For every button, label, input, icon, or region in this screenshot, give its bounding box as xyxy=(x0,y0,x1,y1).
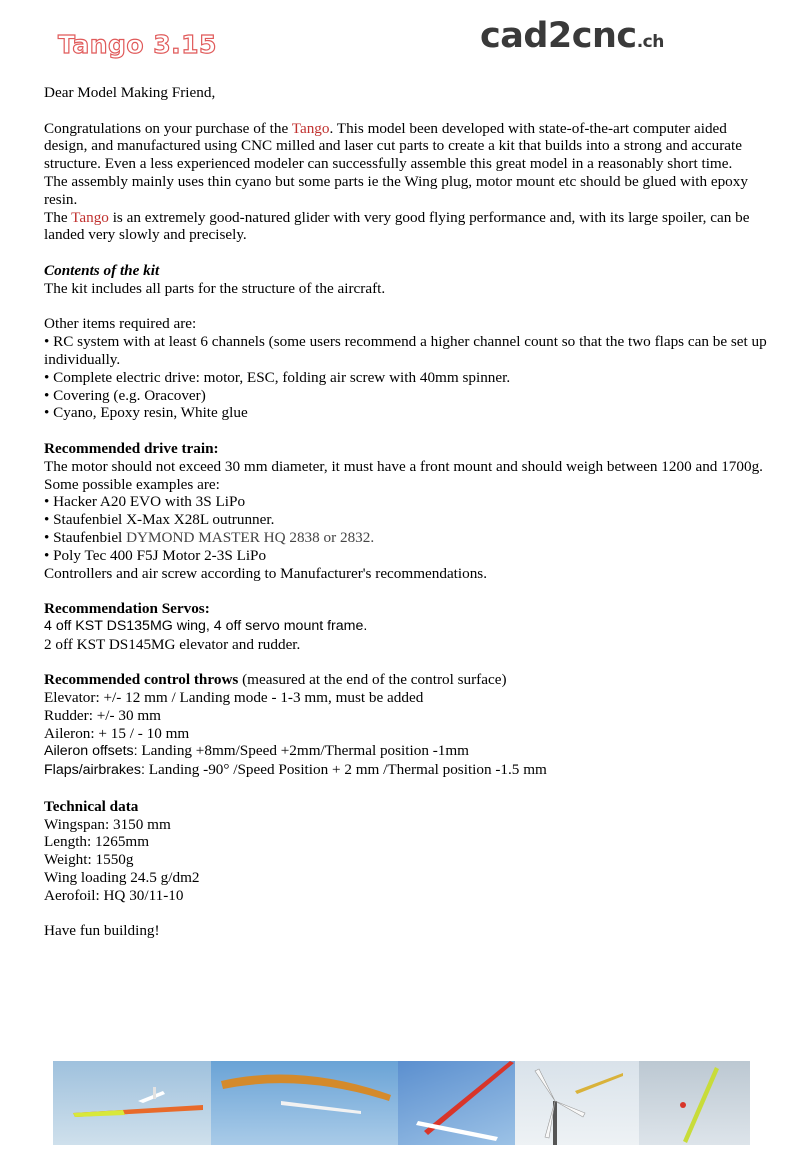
drive-line-1: The motor should not exceed 30 mm diameter, it must have a front mount and should weigh between 1200 and 1700g. xyxy=(44,457,763,475)
glider-photo-1 xyxy=(53,1061,211,1145)
glider-photo-5 xyxy=(639,1061,750,1145)
list-item: • Covering (e.g. Oracover) xyxy=(44,386,206,404)
servos-line-2: 2 off KST DS145MG elevator and rudder. xyxy=(44,635,301,653)
photo-strip xyxy=(53,1061,750,1145)
tango-highlight: Tango xyxy=(291,119,330,137)
logo-main-text: cad2cnc xyxy=(480,16,637,56)
list-item: • Staufenbiel DYMOND MASTER HQ 2838 or 2832. xyxy=(44,528,375,546)
throws-rudder: Rudder: +/- 30 mm xyxy=(44,706,161,724)
intro-paragraph-1 xyxy=(44,120,774,173)
servos-line-1: 4 off KST DS135MG wing, 4 off servo mount frame. xyxy=(44,617,368,634)
technical-heading: Technical data xyxy=(44,797,139,815)
document-body xyxy=(44,84,774,940)
wind-turbine-photo xyxy=(515,1061,639,1145)
throws-elevator: Elevator: +/- 12 mm / Landing mode - 1-3 mm, must be added xyxy=(44,689,424,707)
tech-wing-loading: Wing loading 24.5 g/dm2 xyxy=(44,869,200,887)
tech-aerofoil: Aerofoil: HQ 30/11-10 xyxy=(44,886,184,904)
contents-heading: Contents of the kit xyxy=(44,261,160,279)
list-item: • Complete electric drive: motor, ESC, folding air screw with 40mm spinner. xyxy=(44,368,511,386)
throws-aileron-offsets: Aileron offsets: Landing +8mm/Speed +2mm/Thermal position -1mm xyxy=(44,742,469,760)
drive-line-3: Controllers and air screw according to Manufacturer's recommendations. xyxy=(44,564,488,582)
brand-logo xyxy=(480,16,664,56)
page-title: Tango 3.15 xyxy=(58,30,217,59)
intro-p1-end: . This model been developed with state-of-the-art computer aided design, and manufactured using CNC milled and laser cut parts to create a kit that builds into a strong and accurate structure. Even a less experienced modeler can successfully assemble this great model in a reasonably short time. xyxy=(44,119,742,173)
greeting: Dear Model Making Friend, xyxy=(44,84,216,101)
closing-line: Have fun building! xyxy=(44,922,160,940)
throws-aileron: Aileron: + 15 / - 10 mm xyxy=(44,724,190,742)
tech-length: Length: 1265mm xyxy=(44,833,150,851)
intro-p3-start: The xyxy=(44,208,72,226)
list-item: • RC system with at least 6 channels (some users recommend a higher channel count so that the two flaps can be set up individually. xyxy=(44,333,767,368)
drive-line-2: Some possible examples are: xyxy=(44,475,220,493)
intro-paragraph-3 xyxy=(44,209,774,245)
glider-photo-3 xyxy=(398,1061,515,1145)
tech-weight: Weight: 1550g xyxy=(44,851,134,869)
intro-paragraph-2: The assembly mainly uses thin cyano but some parts ie the Wing plug, motor mount etc should be glued with epoxy resin. xyxy=(44,172,748,208)
tango-highlight: Tango xyxy=(71,208,109,226)
tech-wingspan: Wingspan: 3150 mm xyxy=(44,815,171,833)
intro-p3-end: is an extremely good-natured glider with very good flying performance and, with its large spoiler, can be landed very slowly and precisely. xyxy=(44,208,750,244)
throws-heading: Recommended control throws (measured at the end of the control surface) xyxy=(44,671,507,689)
servos-heading: Recommendation Servos: xyxy=(44,600,210,618)
drive-heading: Recommended drive train: xyxy=(44,439,219,457)
logo-tld-text: .ch xyxy=(636,32,664,52)
contents-line: The kit includes all parts for the structure of the aircraft. xyxy=(44,279,386,297)
glider-photo-2 xyxy=(211,1061,398,1145)
list-item: • Staufenbiel X-Max X28L outrunner. xyxy=(44,511,275,529)
throws-flaps: Flaps/airbrakes: Landing -90° /Speed Position + 2 mm /Thermal position -1.5 mm xyxy=(44,761,547,779)
list-item: • Poly Tec 400 F5J Motor 2-3S LiPo xyxy=(44,546,267,564)
list-item: • Cyano, Epoxy resin, White glue xyxy=(44,404,248,422)
list-item: • Hacker A20 EVO with 3S LiPo xyxy=(44,493,246,511)
other-items-heading: Other items required are: xyxy=(44,315,197,333)
intro-p1-start: Congratulations on your purchase of the xyxy=(44,119,292,137)
